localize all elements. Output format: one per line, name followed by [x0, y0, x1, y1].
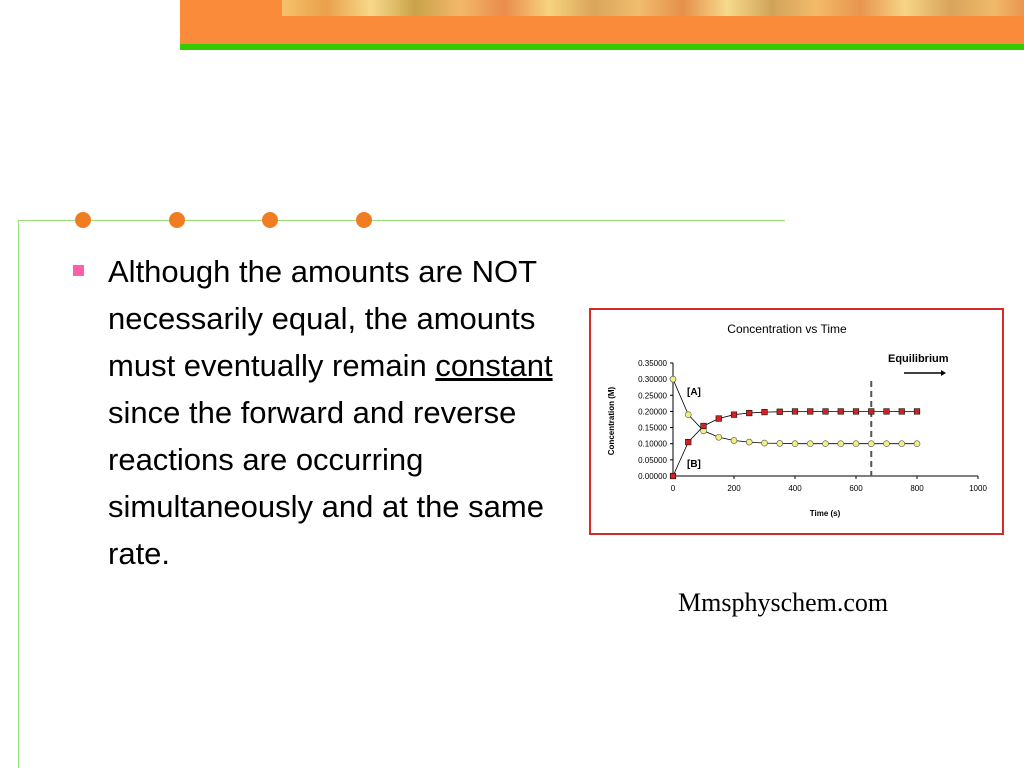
y-tick-label: 0.00000	[638, 472, 667, 481]
chart-title: Concentration vs Time	[727, 322, 847, 336]
data-point-a	[792, 441, 798, 447]
data-point-a	[731, 437, 737, 443]
x-tick-label: 0	[670, 484, 676, 493]
concentration-chart	[591, 310, 1002, 533]
series-label-a: [A]	[687, 387, 701, 398]
data-point-a	[899, 441, 905, 447]
x-tick-label: 800	[910, 484, 924, 493]
x-tick-label: 200	[727, 484, 741, 493]
series-label-b: [B]	[687, 459, 701, 470]
decorative-dot	[356, 212, 372, 228]
data-point-b	[838, 409, 844, 415]
header-green-rule	[180, 44, 1024, 50]
y-axis-label: Concentration (M)	[607, 386, 616, 456]
data-point-a	[807, 441, 813, 447]
data-point-b	[670, 473, 676, 479]
data-point-b	[685, 439, 691, 445]
data-point-a	[853, 441, 859, 447]
equilibrium-annotation: Equilibrium	[888, 353, 949, 365]
underlined-word: constant	[435, 348, 553, 383]
bullet-text	[108, 248, 588, 577]
data-point-b	[853, 409, 859, 415]
x-axis-label: Time (s)	[809, 509, 841, 518]
data-point-a	[884, 441, 890, 447]
y-tick-label: 0.15000	[638, 423, 667, 433]
data-point-b	[792, 409, 798, 415]
data-point-b	[884, 409, 890, 415]
data-point-b	[716, 416, 722, 422]
data-point-b	[899, 409, 905, 415]
y-tick-label: 0.35000	[638, 359, 667, 368]
x-tick-label: 400	[788, 484, 802, 493]
y-tick-label: 0.10000	[638, 439, 667, 449]
x-tick-label: 600	[849, 484, 863, 493]
data-point-b	[762, 409, 768, 415]
data-point-b	[807, 409, 813, 415]
bullet-text-part: since the forward and reverse reactions are occurring simultaneously and at the same rate.	[108, 395, 544, 571]
bullet-icon	[73, 265, 84, 276]
bullet-text-part: Although the amounts are NOT necessarily equal, the amounts must eventually remain	[108, 254, 537, 383]
equilibrium-arrow-icon	[941, 370, 946, 376]
data-point-b	[823, 409, 829, 415]
data-point-a	[762, 440, 768, 446]
data-point-a	[914, 441, 920, 447]
data-point-a	[746, 439, 752, 445]
chart-figure	[589, 308, 1004, 535]
data-point-b	[868, 409, 874, 415]
decorative-dot	[262, 212, 278, 228]
data-point-b	[914, 409, 920, 415]
data-point-a	[685, 412, 691, 418]
decorative-dot	[169, 212, 185, 228]
data-point-a	[777, 440, 783, 446]
y-tick-label: 0.05000	[638, 455, 667, 465]
decorative-dot	[75, 212, 91, 228]
data-point-a	[838, 441, 844, 447]
source-credit: Mmsphyschem.com	[678, 588, 889, 617]
data-point-a	[670, 376, 676, 382]
y-tick-label: 0.25000	[638, 391, 667, 401]
y-tick-label: 0.30000	[638, 375, 667, 385]
data-point-b	[731, 412, 737, 418]
data-point-a	[823, 441, 829, 447]
x-tick-label: 1000	[969, 484, 987, 493]
data-point-b	[746, 410, 752, 416]
data-point-a	[868, 441, 874, 447]
data-point-b	[777, 409, 783, 415]
divider-vertical	[18, 220, 19, 768]
header-decorative-strip	[282, 0, 1024, 16]
divider-horizontal	[18, 220, 785, 221]
data-point-a	[716, 434, 722, 440]
data-point-b	[701, 423, 707, 429]
y-tick-label: 0.20000	[638, 407, 667, 417]
